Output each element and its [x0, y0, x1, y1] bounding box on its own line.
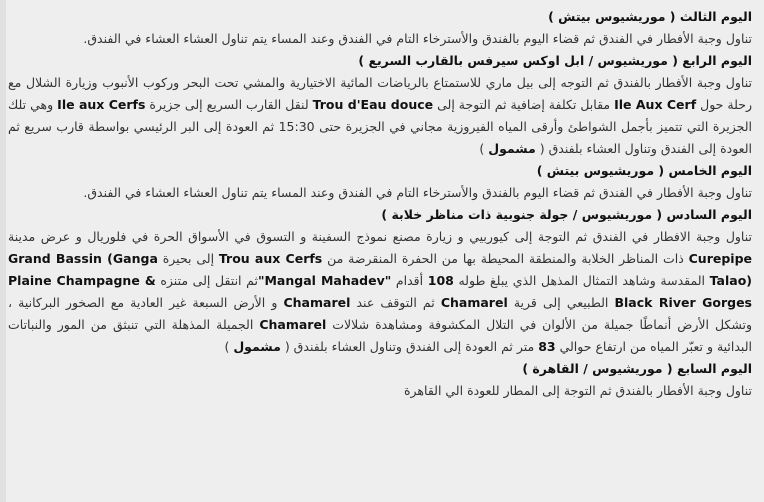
place-name: Trou d'Eau douce [312, 97, 434, 112]
day-5-body: تناول وجبة الأفطار في الفندق ثم قضاء اليوم بالفندق والأسترخاء التام في الفندق وعند المساء يتم تناول العشاء العشاء في الفندق. [83, 185, 752, 200]
place-name: Curepipe [688, 251, 752, 266]
day-5 [8, 160, 752, 204]
day-4 [8, 50, 752, 160]
text-segment: متر ثم العودة إلى الفندق وتناول العشاء بلفندق ( [280, 339, 539, 354]
day-5-title: اليوم الخامس ( موريشيوس بيتش ) [536, 163, 752, 178]
text-segment: الطبيعي إلى قرية [507, 295, 615, 310]
text-segment: ثم انتقل إلى متنزه [155, 273, 258, 288]
text-segment: الجميلة المذهلة التي تنبثق من المور والنباتات البدائية و تعبّر المياه من ارتفاع حوالي [8, 317, 752, 354]
place-name: Grand Bassin (Ganga Talao) [8, 251, 753, 288]
waterfall-height: 83 [538, 339, 556, 354]
scrollbar[interactable] [0, 0, 6, 502]
place-name: Ile Aux Cerf [614, 97, 697, 112]
text-segment: مقابل تكلفة إضافية ثم التوجة إلى [433, 97, 615, 112]
text-segment: تناول وجبة الأفطار بالفندق ثم التوجه إلى بيل ماري للاستمتاع بالرياضات المائية الاختيارية والمشي تحت البحر وركوب الأنبوب وزيارة الشلال مع رحلة حول [8, 75, 752, 112]
text-segment: ) [479, 141, 489, 156]
included-label: مشمول [488, 141, 536, 156]
text-segment: ذات المناظر الخلابة والمنطقة المحيطة بها من الحفرة المنقرضة من [322, 251, 689, 266]
text-segment: تناول وجبة الافطار في الفندق ثم التوجة إلى كيوربيي و زيارة مصنع نموذج السفينة و التسوق في الأسواق الحرة في فلوريال و عرض مدينة [8, 229, 752, 244]
day-7-title: اليوم السابع ( موريشيوس / القاهرة ) [522, 361, 752, 376]
text-segment: ثم التوقف عند [350, 295, 441, 310]
text-segment: أقدام [391, 273, 428, 288]
day-3-body: تناول وجبة الأفطار في الفندق ثم قضاء اليوم بالفندق والأسترخاء التام في الفندق وعند المساء يتم تناول العشاء العشاء في الفندق. [83, 31, 752, 46]
day-4-body [8, 72, 752, 160]
day-6 [8, 204, 752, 358]
included-label: مشمول [233, 339, 281, 354]
itinerary-document [6, 6, 758, 402]
place-name: Chamarel [283, 295, 351, 310]
text-segment: لنقل القارب السريع إلى جزيرة [145, 97, 313, 112]
text-segment: و الأرض السبعة غير العادية مع الصخور البركانية ، وتشكل الأرض أنماطًا جميلة من الألوان في التلال المكشوفة ومشاهدة شلالات [8, 295, 752, 332]
place-name: Chamarel [259, 317, 327, 332]
place-name: Plaine Champagne & Black River Gorges [8, 273, 752, 310]
place-name: Ile aux Cerfs [57, 97, 146, 112]
text-segment: إلى بحيرة [157, 251, 219, 266]
place-name: Trou aux Cerfs [218, 251, 323, 266]
day-3-title: اليوم الثالث ( موريشيوس بيتش ) [548, 9, 752, 24]
text-segment: ) [224, 339, 234, 354]
day-7 [8, 358, 752, 402]
day-6-body [8, 226, 752, 358]
day-7-body: تناول وجبة الأفطار بالفندق ثم التوجة إلى المطار للعودة الي القاهرة [403, 383, 752, 398]
statue-name: "Mangal Mahadev" [257, 273, 392, 288]
statue-height: 108 [427, 273, 454, 288]
day-4-title: اليوم الرابع ( موريشيوس / ابل اوكس سيرفس بالقارب السريع ) [358, 53, 752, 68]
place-name: Chamarel [440, 295, 508, 310]
day-6-title: اليوم السادس ( موريشيوس / جولة جنوبية ذات مناظر خلابة ) [381, 207, 752, 222]
text-segment: وهي تلك الجزيرة التي تتميز بأجمل الشواطئ وأرقى المياه الفيروزية مجاني في الجزيرة حتى 15:30 ثم العودة إلى البر الرئيسي بواسطة قارب سريع ثم العودة إلى الفندق وتناول العشاء بلفندق ( [8, 97, 752, 156]
text-segment: المقدسة وشاهد التمثال المذهل الذي يبلغ طوله [453, 273, 710, 288]
day-3 [8, 6, 752, 50]
